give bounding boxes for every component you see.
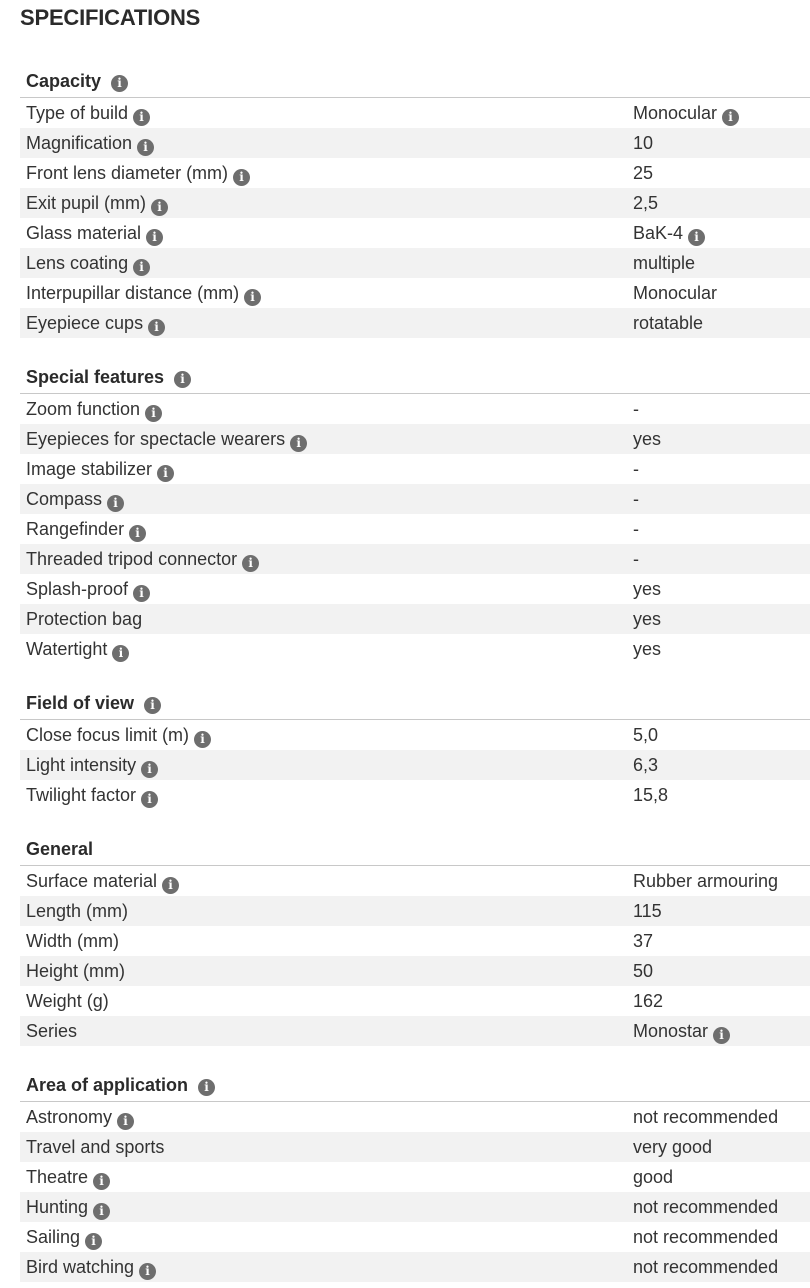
spec-label: Travel and sports [26, 1137, 165, 1157]
spec-value: Rubber armouring [633, 871, 779, 891]
spec-value: yes [633, 609, 662, 629]
info-icon[interactable]: i [244, 289, 261, 306]
spec-row [20, 454, 810, 484]
spec-label: Sailing [26, 1227, 81, 1247]
info-icon[interactable]: i [146, 229, 163, 246]
spec-label: Weight (g) [26, 991, 109, 1011]
section-special-features [20, 360, 810, 664]
spec-label: Front lens diameter (mm) [26, 163, 229, 183]
section-heading: Special features i [20, 360, 810, 394]
info-icon[interactable]: i [93, 1173, 110, 1190]
spec-value: 2,5 [633, 193, 659, 213]
spec-row [20, 604, 810, 634]
spec-value: good [633, 1167, 674, 1187]
spec-value: yes [633, 429, 662, 449]
spec-label: Eyepiece cups [26, 313, 144, 333]
spec-label: Series [26, 1021, 78, 1041]
spec-row [20, 1222, 810, 1252]
spec-label: Threaded tripod connector [26, 549, 238, 569]
info-icon[interactable]: i [141, 761, 158, 778]
info-icon[interactable]: i [194, 731, 211, 748]
spec-value: 10 [633, 133, 654, 153]
info-icon[interactable]: i [129, 525, 146, 542]
spec-row [20, 1162, 810, 1192]
spec-label: Type of build [26, 103, 129, 123]
spec-value: 25 [633, 163, 654, 183]
info-icon[interactable]: i [162, 877, 179, 894]
spec-row [20, 926, 810, 956]
spec-label: Close focus limit (m) [26, 725, 190, 745]
spec-label: Protection bag [26, 609, 143, 629]
spec-value: 5,0 [633, 725, 659, 745]
info-icon[interactable]: i [133, 585, 150, 602]
spec-row [20, 248, 810, 278]
spec-value: 15,8 [633, 785, 669, 805]
spec-row [20, 574, 810, 604]
info-icon[interactable]: i [233, 169, 250, 186]
info-icon[interactable]: i [713, 1027, 730, 1044]
info-icon[interactable]: i [141, 791, 158, 808]
spec-label: Splash-proof [26, 579, 129, 599]
spec-label: Interpupillar distance (mm) [26, 283, 240, 303]
section-heading: General [20, 832, 810, 866]
spec-row [20, 1016, 810, 1046]
spec-label: Magnification [26, 133, 133, 153]
spec-row [20, 394, 810, 424]
spec-label: Exit pupil (mm) [26, 193, 147, 213]
spec-label: Watertight [26, 639, 108, 659]
spec-label: Hunting [26, 1197, 89, 1217]
spec-value: multiple [633, 253, 696, 273]
spec-value: very good [633, 1137, 713, 1157]
spec-row [20, 188, 810, 218]
info-icon[interactable]: i [137, 139, 154, 156]
info-icon[interactable]: i [722, 109, 739, 126]
spec-row [20, 986, 810, 1016]
spec-value: 115 [633, 901, 662, 921]
spec-value: - [633, 399, 639, 419]
spec-row [20, 1132, 810, 1162]
section-heading: Capacity i [20, 64, 810, 98]
spec-row [20, 896, 810, 926]
spec-value: Monostar [633, 1021, 709, 1041]
info-icon[interactable]: i [111, 75, 128, 92]
spec-value: - [633, 519, 639, 539]
spec-label: Rangefinder [26, 519, 125, 539]
spec-label: Length (mm) [26, 901, 129, 921]
spec-row [20, 1252, 810, 1282]
info-icon[interactable]: i [145, 405, 162, 422]
spec-value: BaK-4 [633, 223, 684, 243]
spec-value: Monocular [633, 103, 718, 123]
spec-label: Lens coating [26, 253, 129, 273]
spec-value: Monocular [633, 283, 718, 303]
spec-value: - [633, 489, 639, 509]
spec-value: rotatable [633, 313, 704, 333]
spec-row [20, 720, 810, 750]
spec-value: 162 [633, 991, 664, 1011]
info-icon[interactable]: i [148, 319, 165, 336]
spec-value: - [633, 459, 639, 479]
info-icon[interactable]: i [117, 1113, 134, 1130]
spec-label: Compass [26, 489, 103, 509]
section-general [20, 832, 810, 1046]
spec-row [20, 484, 810, 514]
spec-label: Bird watching [26, 1257, 135, 1277]
spec-label: Eyepieces for spectacle wearers [26, 429, 286, 449]
spec-value: 37 [633, 931, 654, 951]
spec-row [20, 780, 810, 810]
spec-value: 6,3 [633, 755, 659, 775]
section-capacity [20, 64, 810, 338]
spec-label: Glass material [26, 223, 142, 243]
spec-row [20, 514, 810, 544]
spec-value: not recommended [633, 1227, 779, 1247]
spec-label: Zoom function [26, 399, 141, 419]
info-icon[interactable]: i [139, 1263, 156, 1280]
spec-row [20, 278, 810, 308]
spec-value: not recommended [633, 1257, 779, 1277]
spec-value: 50 [633, 961, 654, 981]
section-heading: Field of view i [20, 686, 810, 720]
spec-row [20, 98, 810, 128]
section-heading: Area of application i [20, 1068, 810, 1102]
spec-value: yes [633, 639, 662, 659]
spec-row [20, 308, 810, 338]
info-icon[interactable]: i [133, 259, 150, 276]
page-title: SPECIFICATIONS [20, 5, 201, 30]
spec-row [20, 424, 810, 454]
info-icon[interactable]: i [85, 1233, 102, 1250]
info-icon[interactable]: i [107, 495, 124, 512]
info-icon[interactable]: i [133, 109, 150, 126]
spec-label: Light intensity [26, 755, 137, 775]
info-icon[interactable]: i [112, 645, 129, 662]
spec-label: Surface material [26, 871, 158, 891]
info-icon[interactable]: i [174, 371, 191, 388]
spec-row [20, 956, 810, 986]
spec-row [20, 750, 810, 780]
spec-label: Image stabilizer [26, 459, 153, 479]
info-icon[interactable]: i [198, 1079, 215, 1096]
info-icon[interactable]: i [688, 229, 705, 246]
info-icon[interactable]: i [290, 435, 307, 452]
info-icon[interactable]: i [144, 697, 161, 714]
spec-value: - [633, 549, 639, 569]
spec-row [20, 866, 810, 896]
section-area-of-application [20, 1068, 810, 1282]
spec-row [20, 218, 810, 248]
info-icon[interactable]: i [157, 465, 174, 482]
info-icon[interactable]: i [242, 555, 259, 572]
spec-value: yes [633, 579, 662, 599]
spec-value: not recommended [633, 1107, 779, 1127]
spec-row [20, 1102, 810, 1132]
info-icon[interactable]: i [151, 199, 168, 216]
spec-label: Theatre [26, 1167, 89, 1187]
spec-row [20, 1192, 810, 1222]
info-icon[interactable]: i [93, 1203, 110, 1220]
spec-label: Twilight factor [26, 785, 137, 805]
section-field-of-view [20, 686, 810, 810]
spec-label: Height (mm) [26, 961, 126, 981]
spec-value: not recommended [633, 1197, 779, 1217]
spec-label: Width (mm) [26, 931, 119, 951]
spec-label: Astronomy [26, 1107, 113, 1127]
spec-row [20, 544, 810, 574]
spec-row [20, 634, 810, 664]
spec-row [20, 158, 810, 188]
spec-row [20, 128, 810, 158]
